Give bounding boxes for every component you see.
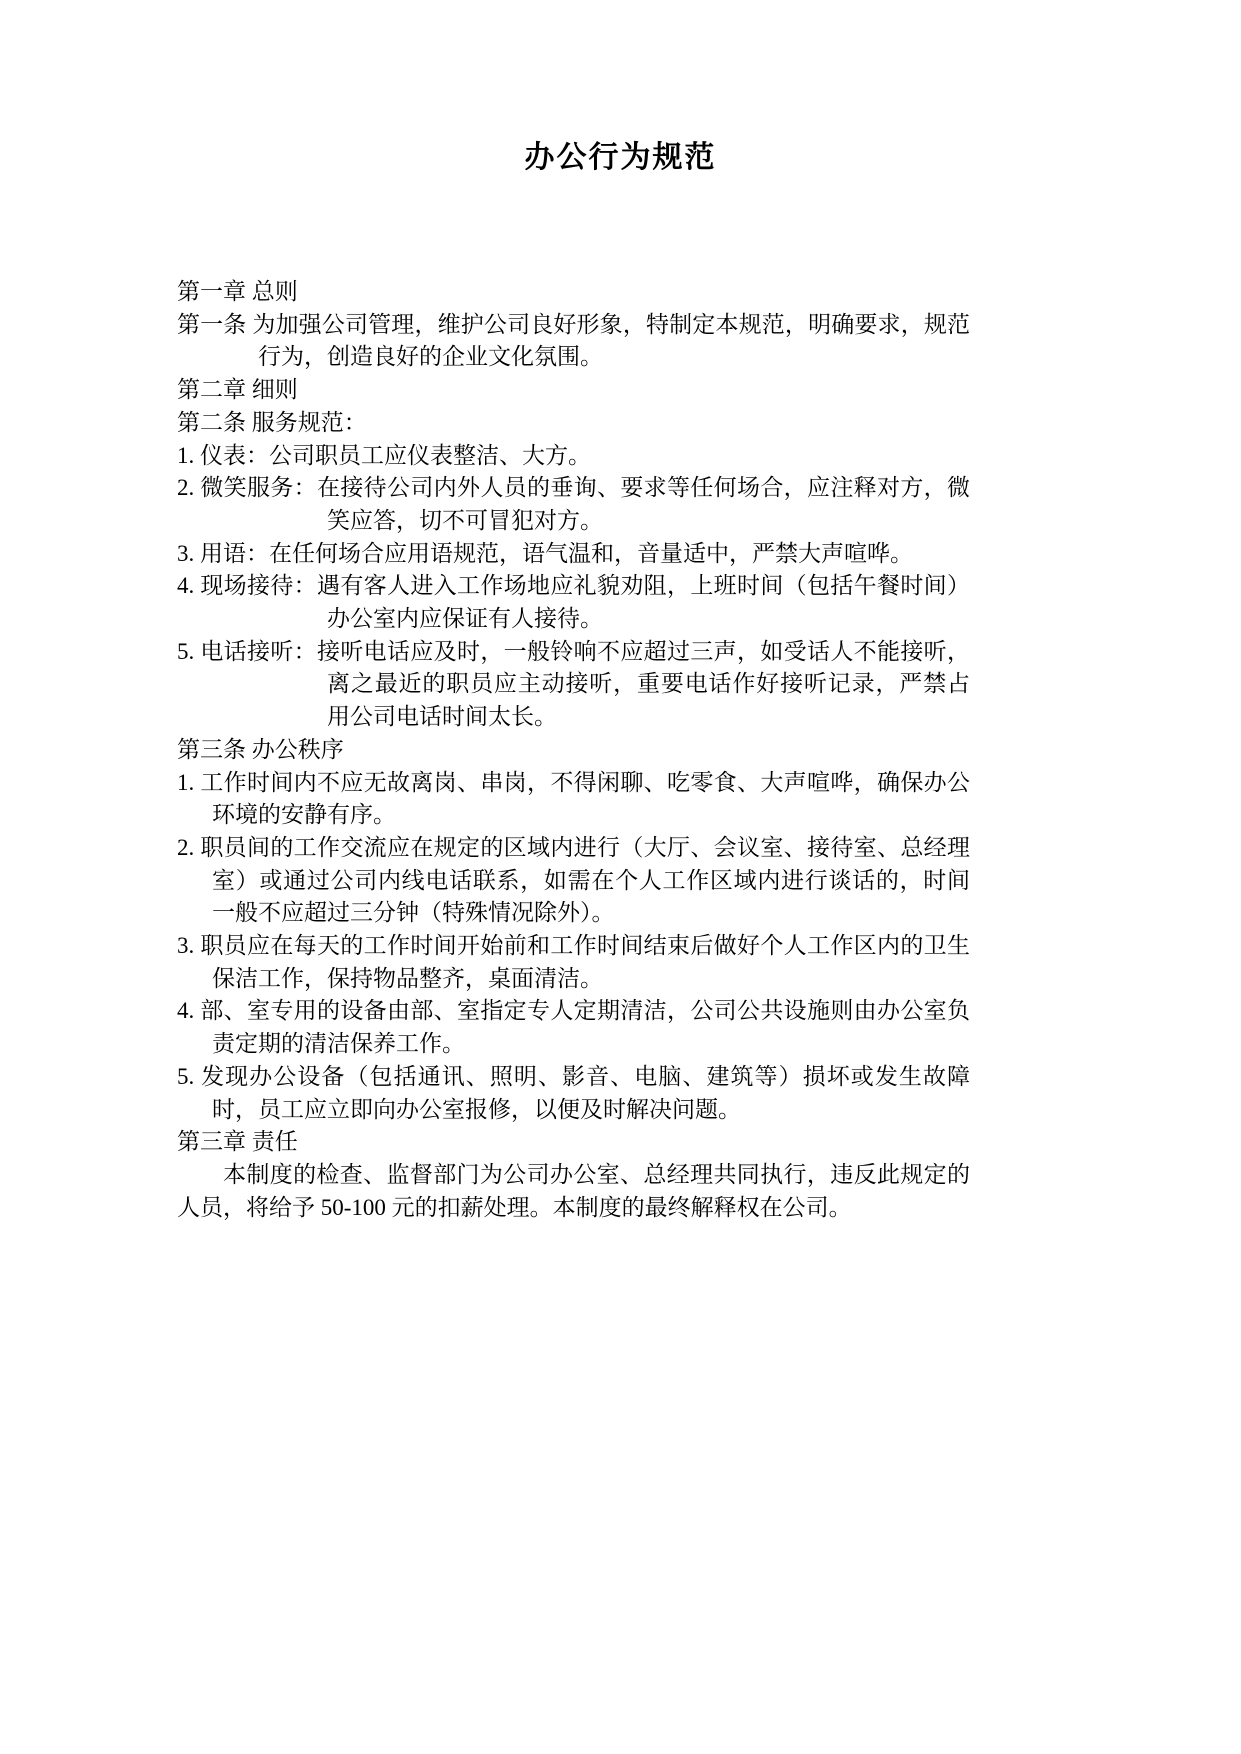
paragraph-closing: 本制度的检查、监督部门为公司办公室、总经理共同执行，违反此规定的人员，将给予 50-100 元的扣薪处理。本制度的最终解释权在公司。 bbox=[177, 1161, 970, 1220]
paragraph-svc-item: 3. 用语：在任何场合应用语规范，语气温和，音量适中，严禁大声喧哗。 bbox=[177, 540, 913, 566]
paragraph-svc-item: 5. 电话接听：接听电话应及时，一般铃响不应超过三声，如受话人不能接听，离之最近的职员应主动接听，重要电话作好接听记录，严禁占用公司电话时间太长。 bbox=[177, 638, 970, 730]
document-title: 办公行为规范 bbox=[524, 141, 717, 174]
paragraph-chapter: 第二章 细则 bbox=[177, 377, 298, 403]
document-body bbox=[177, 276, 970, 1224]
paragraph-chapter: 第一章 总则 bbox=[177, 279, 298, 304]
paragraph-article: 第一条 为加强公司管理，维护公司良好形象，特制定本规范，明确要求，规范行为，创造良好的企业文化氛围。 bbox=[177, 311, 970, 370]
paragraph-ord-item: 3. 职员应在每天的工作时间开始前和工作时间结束后做好个人工作区内的卫生保洁工作，保持物品整齐，桌面清洁。 bbox=[177, 933, 970, 991]
paragraph-svc-item: 1. 仪表：公司职员工应仪表整洁、大方。 bbox=[177, 442, 591, 468]
paragraph-ord-item: 1. 工作时间内不应无故离岗、串岗，不得闲聊、吃零食、大声喧哗，确保办公环境的安静有序。 bbox=[177, 769, 970, 828]
paragraph-chapter: 第三章 责任 bbox=[177, 1129, 298, 1155]
paragraph-svc-item: 2. 微笑服务：在接待公司内外人员的垂询、要求等任何场合，应注释对方，微笑应答，切不可冒犯对方。 bbox=[177, 475, 970, 533]
paragraph-chapter: 第三条 办公秩序 bbox=[177, 736, 344, 762]
paragraph-chapter: 第二条 服务规范： bbox=[177, 409, 367, 435]
paragraph-ord-item: 4. 部、室专用的设备由部、室指定专人定期清洁，公司公共设施则由办公室负责定期的清洁保养工作。 bbox=[177, 998, 970, 1057]
paragraph-ord-item: 5. 发现办公设备（包括通讯、照明、影音、电脑、建筑等）损坏或发生故障时，员工应立即向办公室报修，以便及时解决问题。 bbox=[177, 1063, 970, 1122]
paragraph-svc-item: 4. 现场接待：遇有客人进入工作场地应礼貌劝阻，上班时间（包括午餐时间）办公室内应保证有人接待。 bbox=[177, 573, 970, 632]
paragraph-ord-item: 2. 职员间的工作交流应在规定的区域内进行（大厅、会议室、接待室、总经理室）或通过公司内线电话联系，如需在个人工作区域内进行谈话的，时间一般不应超过三分钟（特殊情况除外）。 bbox=[177, 834, 970, 926]
